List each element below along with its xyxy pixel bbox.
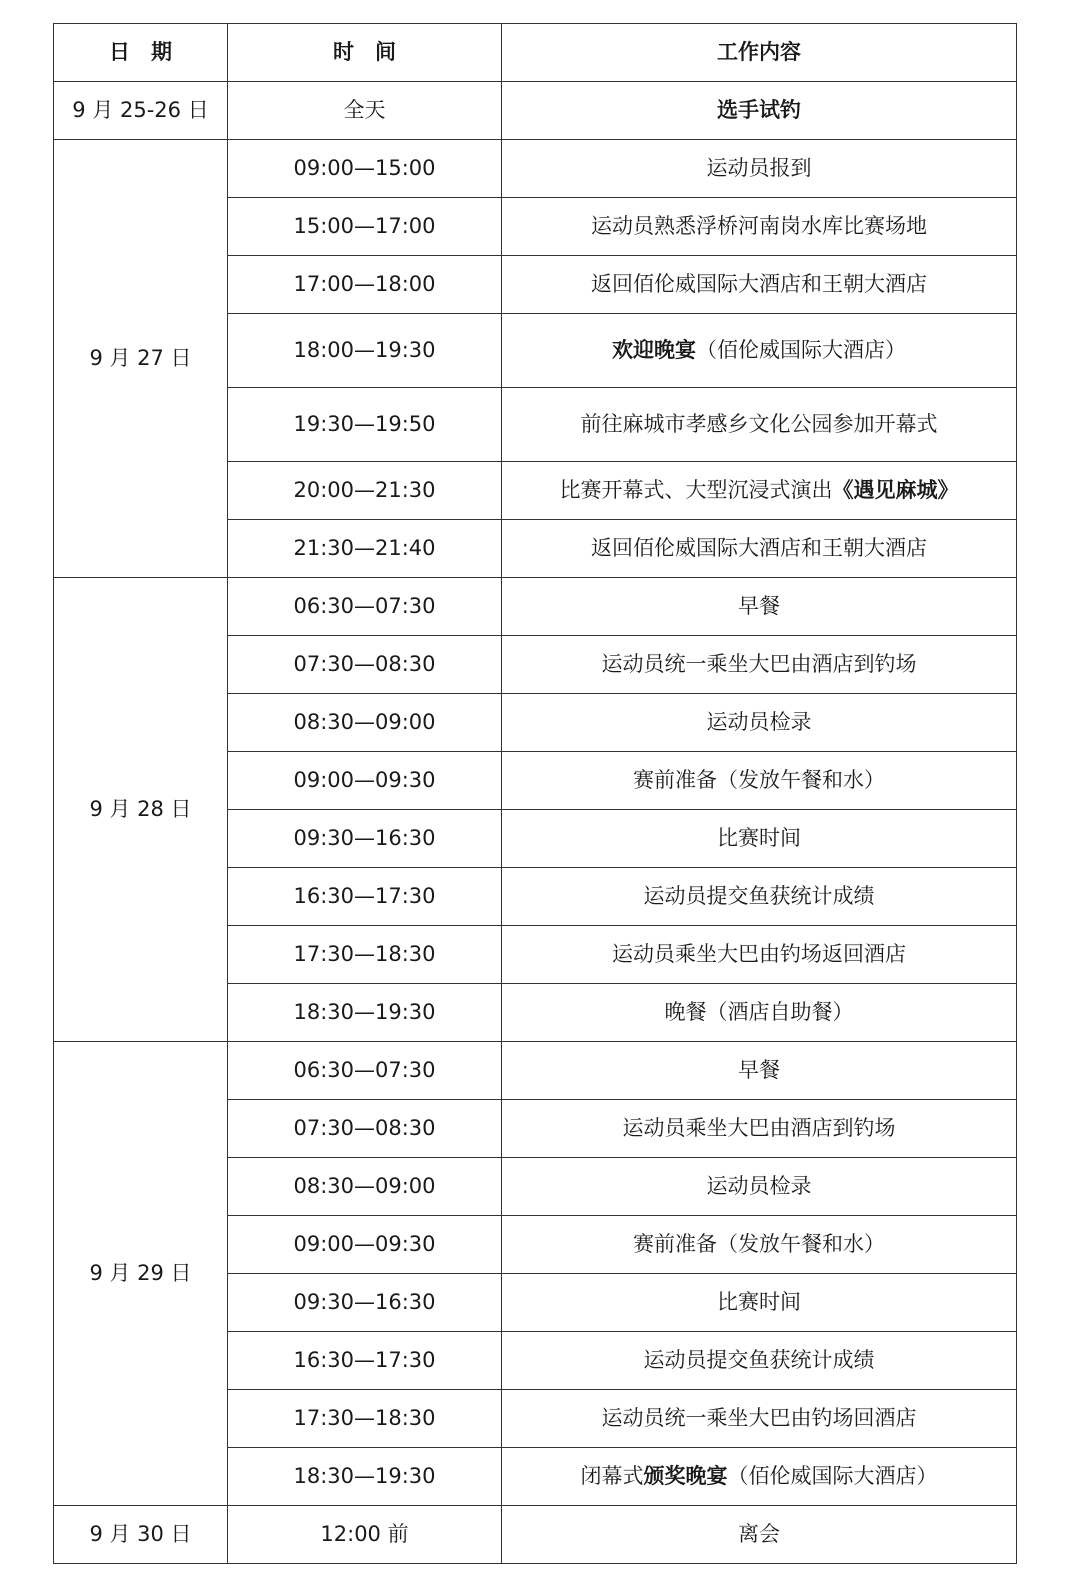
work-text: 早餐 xyxy=(738,1057,780,1082)
work-cell xyxy=(502,462,1017,520)
work-cell xyxy=(502,810,1017,868)
time-cell: 09:30—16:30 xyxy=(228,810,502,868)
work-cell xyxy=(502,1390,1017,1448)
time-cell: 18:00—19:30 xyxy=(228,314,502,388)
work-cell xyxy=(502,578,1017,636)
time-cell: 18:30—19:30 xyxy=(228,1448,502,1506)
work-text-bold: 选手试钓 xyxy=(717,97,801,122)
work-text-bold: 颁奖晚宴 xyxy=(643,1463,728,1488)
work-text: 早餐 xyxy=(738,593,780,618)
work-text: （佰伦威国际大酒店） xyxy=(696,337,906,362)
date-cell: 9 月 30 日 xyxy=(54,1506,228,1564)
time-cell: 07:30—08:30 xyxy=(228,1100,502,1158)
work-cell xyxy=(502,82,1017,140)
table-row xyxy=(54,1506,1017,1564)
work-text: 运动员统一乘坐大巴由钓场回酒店 xyxy=(601,1405,917,1430)
work-cell xyxy=(502,198,1017,256)
work-text: 运动员提交鱼获统计成绩 xyxy=(643,1347,875,1372)
table-row xyxy=(54,1042,1017,1100)
work-cell xyxy=(502,1332,1017,1390)
time-cell: 17:00—18:00 xyxy=(228,256,502,314)
work-cell xyxy=(502,388,1017,462)
work-text: 运动员熟悉浮桥河南岗水库比赛场地 xyxy=(591,213,927,238)
table-row xyxy=(54,82,1017,140)
time-cell: 12:00 前 xyxy=(228,1506,502,1564)
work-text: 闭幕式 xyxy=(580,1463,644,1488)
time-cell: 全天 xyxy=(228,82,502,140)
time-cell: 15:00—17:00 xyxy=(228,198,502,256)
date-cell: 9 月 28 日 xyxy=(54,578,228,1042)
time-cell: 07:30—08:30 xyxy=(228,636,502,694)
time-cell: 16:30—17:30 xyxy=(228,868,502,926)
work-text: 比赛开幕式、大型沉浸式演出 xyxy=(559,477,833,502)
work-text-bold: 欢迎晚宴 xyxy=(612,337,696,362)
work-cell xyxy=(502,868,1017,926)
time-cell: 09:00—09:30 xyxy=(228,1216,502,1274)
date-cell: 9 月 27 日 xyxy=(54,140,228,578)
time-cell: 20:00—21:30 xyxy=(228,462,502,520)
work-cell xyxy=(502,1506,1017,1564)
work-text: 离会 xyxy=(738,1521,780,1546)
work-cell xyxy=(502,1274,1017,1332)
work-cell xyxy=(502,694,1017,752)
time-cell: 09:00—15:00 xyxy=(228,140,502,198)
time-cell: 08:30—09:00 xyxy=(228,694,502,752)
work-cell xyxy=(502,520,1017,578)
work-cell xyxy=(502,1448,1017,1506)
work-cell xyxy=(502,1100,1017,1158)
work-text: 前往麻城市孝感乡文化公园参加开幕式 xyxy=(580,411,938,436)
work-text: （佰伦威国际大酒店） xyxy=(727,1463,938,1488)
work-text: 运动员统一乘坐大巴由酒店到钓场 xyxy=(601,651,917,676)
work-text: 运动员检录 xyxy=(706,1173,812,1198)
work-cell xyxy=(502,314,1017,388)
date-cell: 9 月 25-26 日 xyxy=(54,82,228,140)
time-cell: 09:30—16:30 xyxy=(228,1274,502,1332)
time-cell: 16:30—17:30 xyxy=(228,1332,502,1390)
time-cell: 18:30—19:30 xyxy=(228,984,502,1042)
work-cell xyxy=(502,1216,1017,1274)
work-text: 运动员检录 xyxy=(706,709,812,734)
time-cell: 19:30—19:50 xyxy=(228,388,502,462)
work-text: 返回佰伦威国际大酒店和王朝大酒店 xyxy=(591,535,927,560)
work-text-bold: 《遇见麻城》 xyxy=(832,477,959,502)
table-row xyxy=(54,578,1017,636)
time-cell: 21:30—21:40 xyxy=(228,520,502,578)
work-text: 运动员乘坐大巴由钓场返回酒店 xyxy=(612,941,906,966)
time-cell: 08:30—09:00 xyxy=(228,1158,502,1216)
date-cell: 9 月 29 日 xyxy=(54,1042,228,1506)
work-cell xyxy=(502,926,1017,984)
work-cell xyxy=(502,140,1017,198)
work-cell xyxy=(502,984,1017,1042)
time-cell: 17:30—18:30 xyxy=(228,1390,502,1448)
time-cell: 17:30—18:30 xyxy=(228,926,502,984)
work-cell xyxy=(502,636,1017,694)
work-cell xyxy=(502,752,1017,810)
work-text: 运动员乘坐大巴由酒店到钓场 xyxy=(622,1115,896,1140)
table-row xyxy=(54,140,1017,198)
work-text: 运动员提交鱼获统计成绩 xyxy=(643,883,875,908)
header-time: 时 间 xyxy=(228,24,502,82)
time-cell: 06:30—07:30 xyxy=(228,1042,502,1100)
work-text: 比赛时间 xyxy=(717,825,801,850)
time-cell: 06:30—07:30 xyxy=(228,578,502,636)
work-cell xyxy=(502,1158,1017,1216)
work-text: 赛前准备（发放午餐和水） xyxy=(633,767,885,792)
table-body xyxy=(54,82,1017,1564)
work-cell xyxy=(502,1042,1017,1100)
table-header xyxy=(54,24,1017,82)
work-cell xyxy=(502,256,1017,314)
work-text: 晚餐（酒店自助餐） xyxy=(664,999,854,1024)
work-text: 运动员报到 xyxy=(706,155,812,180)
work-text: 赛前准备（发放午餐和水） xyxy=(633,1231,885,1256)
header-work: 工作内容 xyxy=(502,24,1017,82)
work-text: 比赛时间 xyxy=(717,1289,801,1314)
header-row xyxy=(54,24,1017,82)
time-cell: 09:00—09:30 xyxy=(228,752,502,810)
header-date: 日 期 xyxy=(54,24,228,82)
work-text: 返回佰伦威国际大酒店和王朝大酒店 xyxy=(591,271,927,296)
schedule-table xyxy=(53,23,1017,1564)
